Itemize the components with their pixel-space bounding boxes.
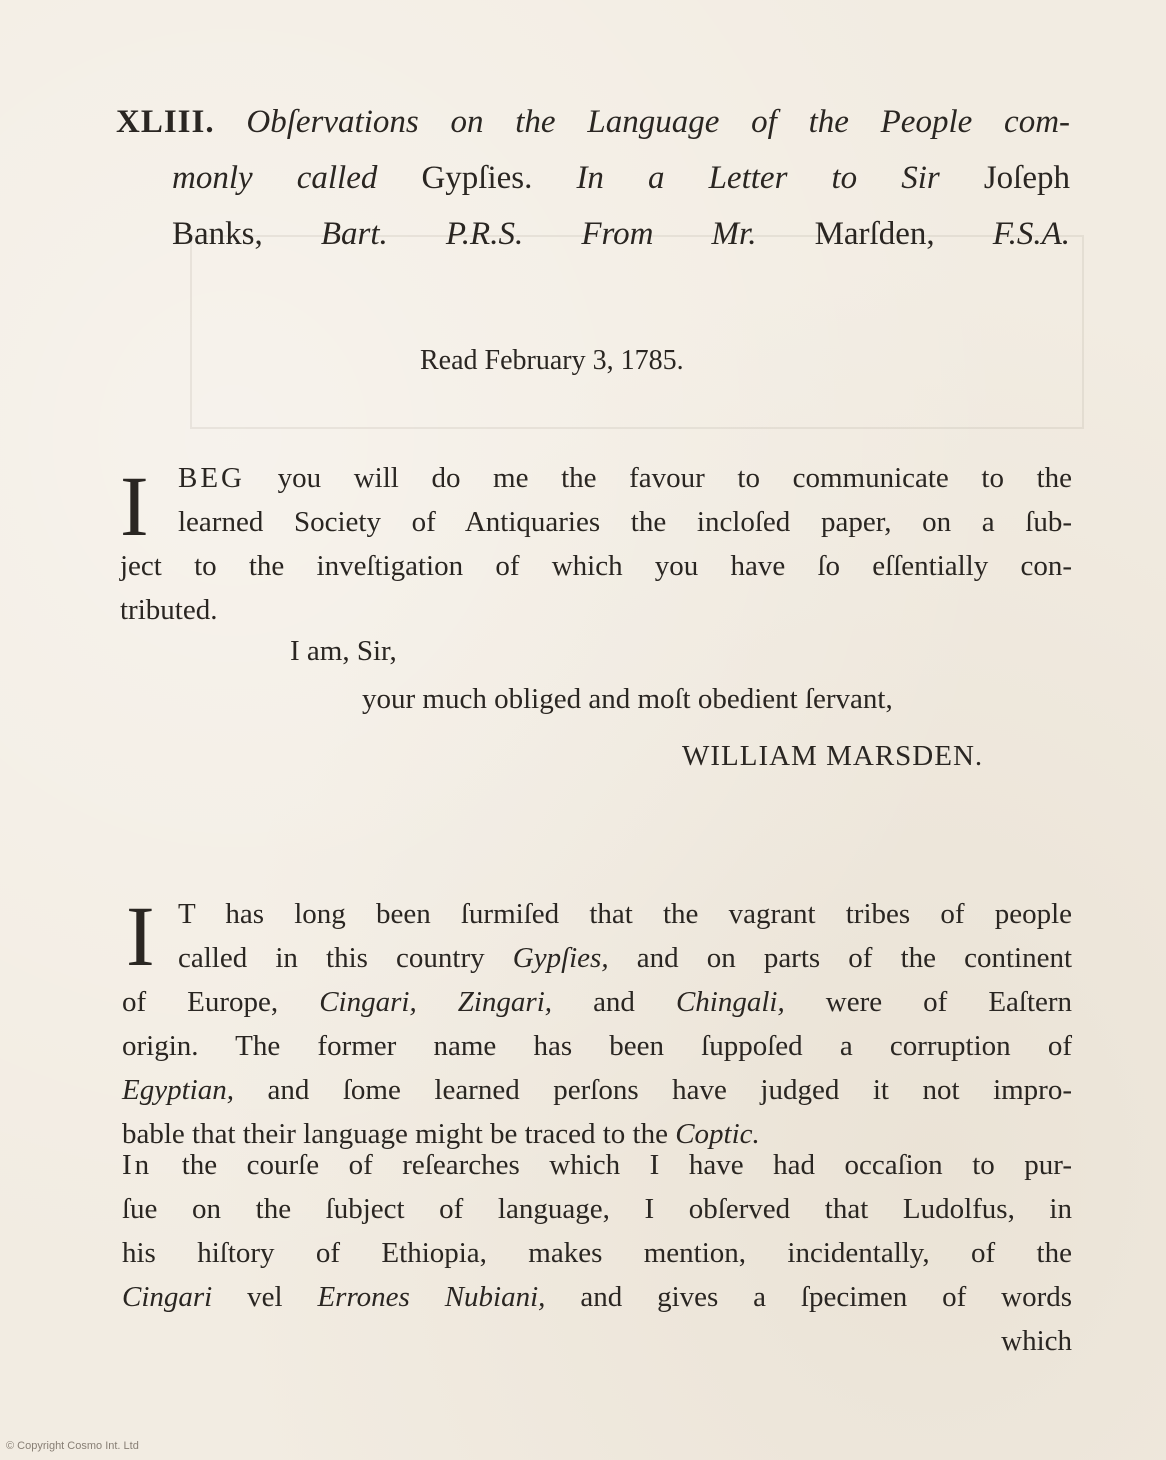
title-from-mr: From Mr. xyxy=(581,216,757,252)
body-paragraph-2 xyxy=(122,1143,1072,1363)
letter-line-3: ject to the inveſtigation of which you have ſo eſſentially con- xyxy=(120,550,1072,582)
body1-zingari: Zingari, xyxy=(457,986,553,1018)
body-drop-cap: I xyxy=(126,888,155,984)
body1-line-6a: bable that their language might be traced to the xyxy=(122,1118,668,1150)
body2-errones: Errones Nubiani, xyxy=(317,1281,546,1313)
title-joseph: Joſeph xyxy=(983,160,1070,196)
letter-line-4: tributed. xyxy=(120,594,218,626)
bleed-through-frame xyxy=(190,235,1084,429)
article-heading xyxy=(116,94,1070,262)
title-banks: Banks, xyxy=(172,216,263,252)
title-bart: Bart. P.R.S. xyxy=(320,216,524,252)
title-part-2: monly called xyxy=(172,160,378,196)
letter-line-1: you will do me the favour to communicate to the xyxy=(277,462,1072,494)
body1-line-4: origin. The former name has been ſuppoſed a corruption of xyxy=(122,1030,1072,1062)
body1-and: and xyxy=(593,986,635,1018)
body-paragraph-1 xyxy=(122,888,1073,1156)
body1-line-3b: were of Eaſtern xyxy=(825,986,1073,1018)
body1-line-1: T has long been ſurmiſed that the vagrant tribes of people xyxy=(178,898,1072,930)
title-part-3: In a Letter to Sir xyxy=(576,160,940,196)
letter-line-2: learned Society of Antiquaries the incloſed paper, on a ſub- xyxy=(178,506,1072,538)
copyright-watermark: © Copyright Cosmo Int. Ltd xyxy=(6,1440,139,1452)
body2-line-1-caps: In xyxy=(122,1149,153,1181)
body2-line-2: ſue on the ſubject of language, I obſerved that Ludolfus, in xyxy=(122,1193,1072,1225)
article-number: XLIII. xyxy=(116,104,215,140)
body2-line-4b: and gives a ſpecimen of words xyxy=(580,1281,1073,1313)
body1-line-3a: of Europe, xyxy=(122,986,279,1018)
body2-line-1: the courſe of reſearches which I have had occaſion to pur- xyxy=(181,1149,1072,1181)
body2-cingari: Cingari xyxy=(122,1281,213,1313)
letter-line-1-caps: BEG xyxy=(178,462,245,494)
salutation: I am, Sir, xyxy=(290,635,397,667)
body2-vel: vel xyxy=(247,1281,283,1313)
body1-line-2b: and on parts of the continent xyxy=(636,942,1073,974)
body1-egyptian: Egyptian, xyxy=(122,1074,234,1106)
closing: your much obliged and moſt obedient ſervant, xyxy=(362,683,893,715)
title-fsa: F.S.A. xyxy=(992,216,1071,252)
body1-chingali: Chingali, xyxy=(675,986,785,1018)
body1-cingari: Cingari, xyxy=(319,986,417,1018)
letter-drop-cap: I xyxy=(120,458,149,554)
body1-gypsies: Gypſies, xyxy=(512,942,609,974)
body1-line-2a: called in this country xyxy=(178,942,485,974)
cover-letter xyxy=(120,456,1072,632)
body1-line-5b: and ſome learned perſons have judged it not impro- xyxy=(267,1074,1072,1106)
title-marsden: Marſden, xyxy=(814,216,935,252)
signature: WILLIAM MARSDEN. xyxy=(682,740,984,772)
title-gypsies: Gypſies. xyxy=(421,160,533,196)
body1-coptic: Coptic. xyxy=(675,1118,760,1150)
read-date: Read February 3, 1785. xyxy=(420,345,684,376)
catchword: which xyxy=(1001,1325,1072,1357)
body2-line-3: his hiſtory of Ethiopia, makes mention, incidentally, of the xyxy=(122,1237,1072,1269)
title-part-1: Obſervations on the Language of the People com- xyxy=(246,104,1071,140)
